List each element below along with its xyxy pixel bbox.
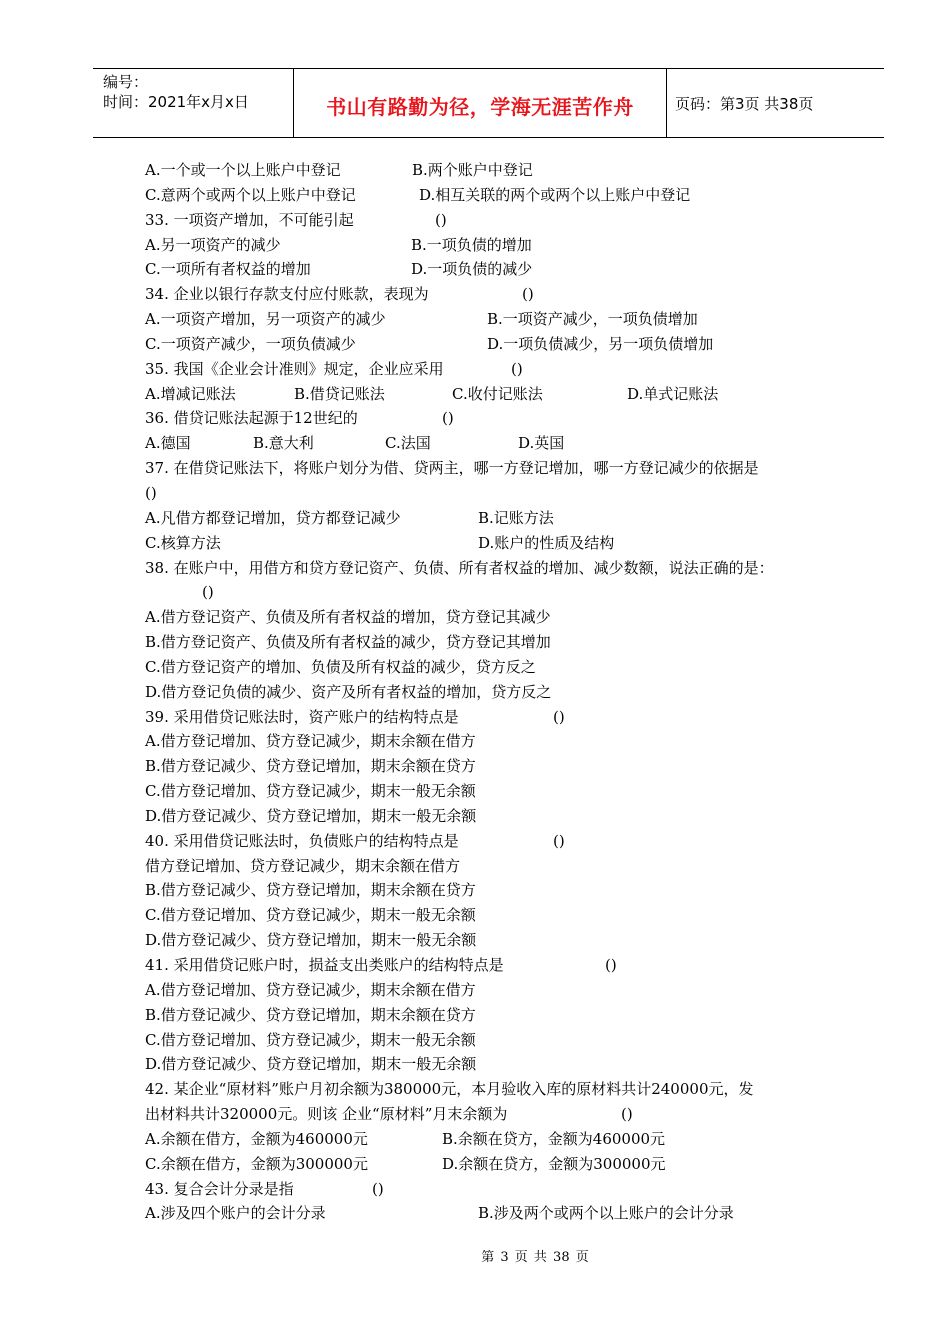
line-text: 40. 采用借贷记账法时，负债账户的结构特点是 [145,831,459,850]
line-text: C.一项资产减少，一项负债减少 [145,334,356,353]
page-header [93,68,884,138]
line-text: 41. 采用借贷记账户时，损益支出类账户的结构特点是 [145,956,504,974]
text-line [145,431,845,456]
text-line [145,655,845,680]
header-meta-cell [93,69,294,137]
document-time-label: 时间：2021年x月x日 [103,93,249,111]
text-line [145,729,845,754]
line-text: 33. 一项资产增加，不可能引起 [145,210,354,229]
header-motto-cell [294,69,667,137]
text-line [145,779,845,804]
text-line [145,804,845,829]
line-text: A.借方登记增加、贷方登记减少，期末余额在借方 [145,732,476,751]
line-text-column: () [372,1179,384,1198]
text-line [145,456,845,481]
line-text: 36. 借贷记账法起源于12世纪的 [145,409,358,428]
document-number-label: 编号： [103,73,149,91]
line-text-column: D.相互关联的两个或两个以上账户中登记 [419,185,691,204]
text-line [145,903,845,928]
text-line [145,754,845,779]
line-text-column: D.账户的性质及结构 [478,533,615,552]
text-line [145,1077,845,1102]
line-text: A.一个或一个以上账户中登记 [145,161,341,179]
line-text-column: D.英国 [518,434,565,453]
line-text: A.增减记账法 [145,384,236,403]
line-text: 38. 在账户中，用借方和贷方登记资产、负债、所有者权益的增加、减少数额，说法正确的是： [145,558,774,577]
line-text-column: () [435,210,447,229]
text-line [145,928,845,953]
text-line [145,1127,845,1152]
text-line [145,183,845,208]
text-line [145,878,845,903]
line-text: A.涉及四个账户的会计分录 [145,1204,326,1223]
text-line [145,158,845,183]
line-text-column: D.一项负债的减少 [411,260,533,279]
line-text-column: D.一项负债减少，另一项负债增加 [487,334,714,353]
line-text: 出材料共计320000元。则该 企业“原材料”月末余额为 [145,1105,508,1124]
line-text: B.借方登记减少、贷方登记增加，期末余额在贷方 [145,757,476,776]
page-info: 页码：第3页 共38页 [675,95,814,113]
question-list [145,158,845,1226]
line-text: 37. 在借贷记账法下，将账户划分为借、贷两主，哪一方登记增加，哪一方登记减少的依据是 [145,459,759,478]
text-line [145,705,845,730]
text-line [145,605,845,630]
line-text: 34. 企业以银行存款支付应付账款，表现为 [145,285,429,304]
line-text-column: B.记账方法 [478,508,554,527]
line-text: B.借方登记资产、负债及所有者权益的减少，贷方登记其增加 [145,633,551,652]
line-text: A.凡借方都登记增加，贷方都登记减少 [145,508,401,527]
line-text: C.一项所有者权益的增加 [145,260,311,279]
line-text: A.另一项资产的减少 [145,235,281,254]
page-footer: 第 3 页 共 38 页 [481,1250,589,1265]
text-line [145,1152,845,1177]
line-text: () [202,583,214,602]
text-line [145,1028,845,1053]
text-line [145,307,845,332]
text-line [145,233,845,258]
line-text: 借方登记增加、贷方登记减少，期末余额在借方 [145,856,461,875]
text-line [145,1177,845,1202]
header-page-cell [667,69,884,137]
line-text: B.借方登记减少、贷方登记增加，期末余额在贷方 [145,1005,476,1024]
line-text-column: D.单式记账法 [627,384,719,403]
text-line [145,854,845,879]
line-text-column: () [553,707,565,726]
text-line [145,531,845,556]
line-text-column: () [553,831,565,850]
line-text: A.借方登记增加、贷方登记减少，期末余额在借方 [145,980,476,999]
text-line [145,1003,845,1028]
line-text-column: B.余额在贷方，金额为460000元 [442,1129,666,1148]
text-line [145,630,845,655]
line-text: C.借方登记增加、贷方登记减少，期末一般无余额 [145,906,476,925]
line-text: 42. 某企业“原材料”账户月初余额为380000元，本月验收入库的原材料共计240000元，发 [145,1080,754,1099]
line-text: 43. 复合会计分录是指 [145,1179,294,1198]
text-line [145,556,845,581]
line-text-column: () [442,409,454,428]
line-text-column: B.一项负债的增加 [411,235,532,254]
text-line [145,382,845,407]
text-line [145,680,845,705]
line-text: A.余额在借方，金额为460000元 [145,1129,368,1148]
line-text-column: () [522,285,534,304]
line-text: D.借方登记减少、贷方登记增加，期末一般无余额 [145,931,477,950]
line-text-column: B.涉及两个或两个以上账户的会计分录 [478,1204,734,1223]
line-text: C.借方登记增加、贷方登记减少，期末一般无余额 [145,1030,476,1049]
line-text: A.借方登记资产、负债及所有者权益的增加，贷方登记其减少 [145,608,551,627]
line-text: C.借方登记资产的增加、负债及所有权益的减少，贷方反之 [145,657,536,676]
line-text-column: C.法国 [385,434,431,453]
line-text: A.一项资产增加，另一项资产的减少 [145,310,386,329]
text-line [145,953,845,978]
line-text-column: B.两个账户中登记 [412,161,533,179]
line-text: C.借方登记增加、贷方登记减少，期末一般无余额 [145,782,476,801]
text-line [145,1052,845,1077]
text-line [145,208,845,233]
line-text: C.意两个或两个以上账户中登记 [145,185,356,204]
line-text-column: B.意大利 [253,434,314,453]
line-text: A.德国 [145,434,191,453]
text-line [145,580,845,605]
text-line [145,506,845,531]
text-line [145,978,845,1003]
line-text: D.借方登记减少、贷方登记增加，期末一般无余额 [145,806,477,825]
line-text-column: D.余额在贷方，金额为300000元 [442,1154,666,1173]
line-text: D.借方登记负债的减少、资产及所有者权益的增加，贷方反之 [145,682,552,701]
line-text-column: () [605,956,617,974]
text-line [145,357,845,382]
line-text: B.借方登记减少、贷方登记增加，期末余额在贷方 [145,881,476,900]
line-text: 39. 采用借贷记账法时，资产账户的结构特点是 [145,707,459,726]
line-text: 35. 我国《企业会计准则》规定，企业应采用 [145,359,444,378]
line-text-column: () [621,1105,633,1124]
text-line [145,1102,845,1127]
text-line [145,282,845,307]
text-line [145,1201,845,1226]
text-line [145,332,845,357]
line-text-column: () [511,359,523,378]
line-text: C.核算方法 [145,533,221,552]
line-text: C.余额在借方，金额为300000元 [145,1154,368,1173]
text-line [145,406,845,431]
line-text: D.借方登记减少、贷方登记增加，期末一般无余额 [145,1055,477,1074]
motto-text: 书山有路勤为径，学海无涯苦作舟 [326,95,634,119]
line-text: () [145,483,157,502]
line-text-column: C.收付记账法 [452,384,543,403]
text-line [145,257,845,282]
line-text-column: B.借贷记账法 [294,384,385,403]
line-text-column: B.一项资产减少，一项负债增加 [487,310,698,329]
text-line [145,829,845,854]
text-line [145,481,845,506]
